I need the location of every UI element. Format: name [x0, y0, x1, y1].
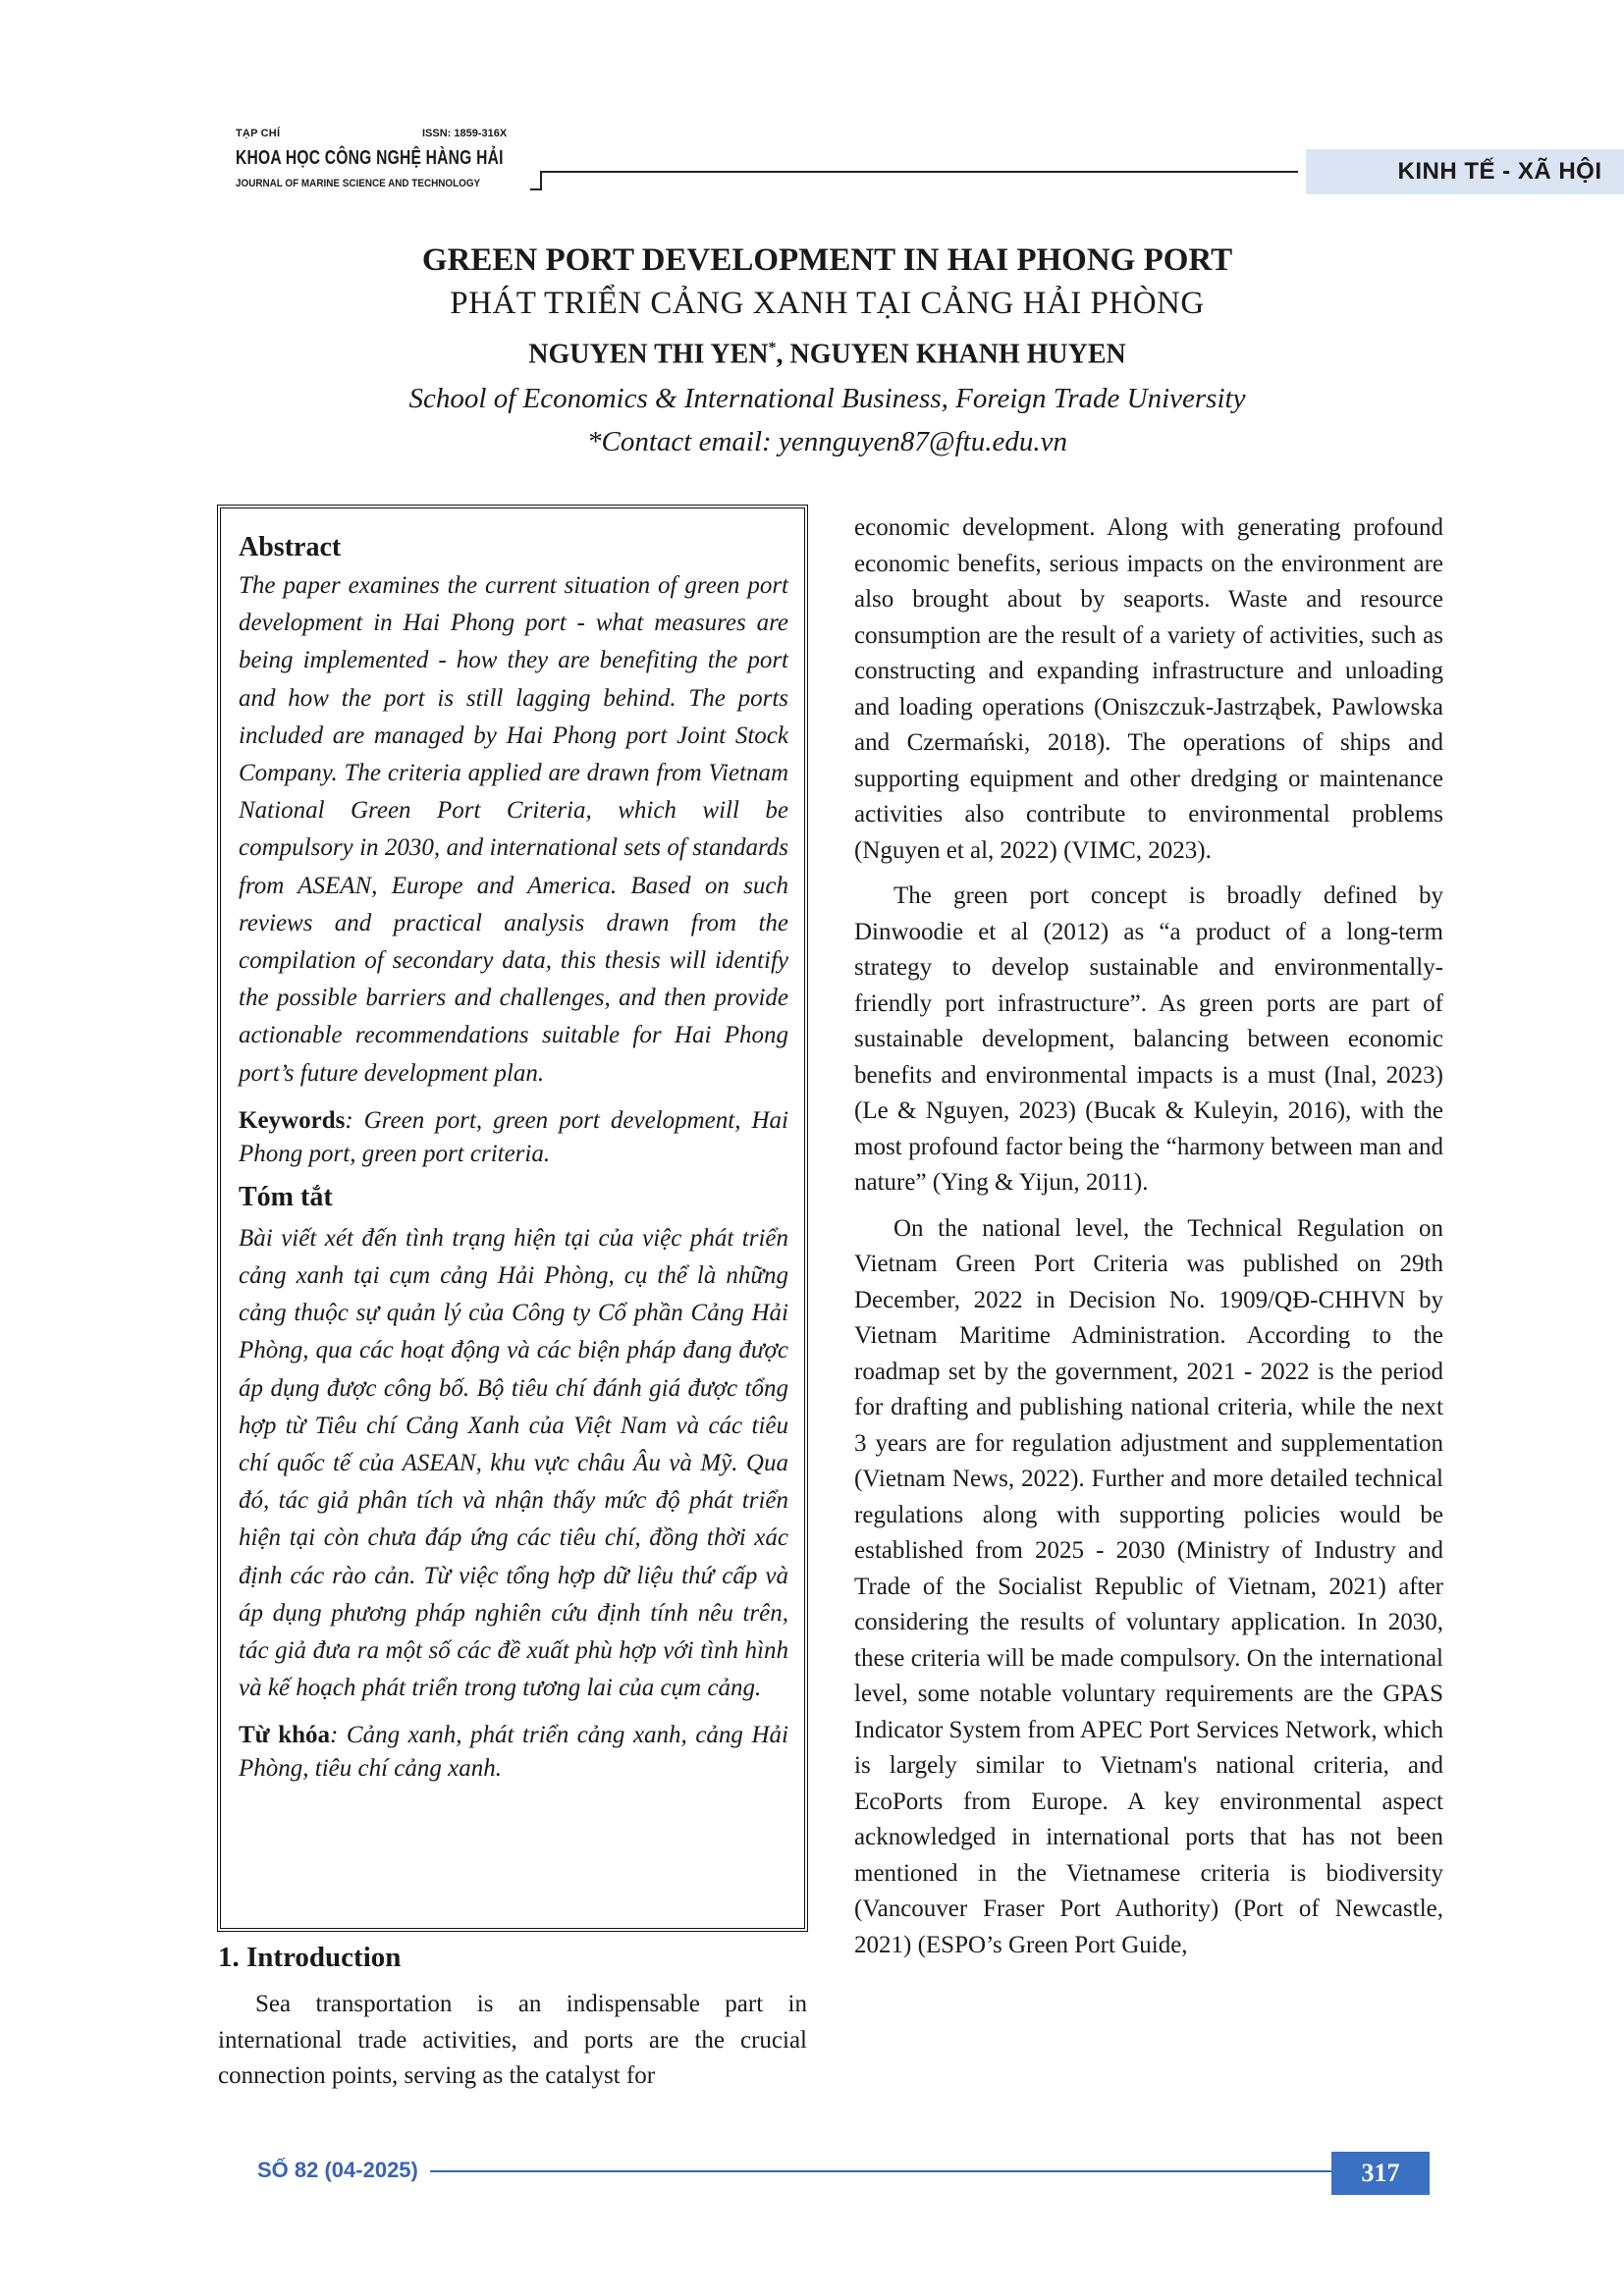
abstract-text: The paper examines the current situation of green port development in Hai Phong port - what measures are being implemented - how they are benefiting the port and how the port is still lagging behind. The ports included are managed by Hai Phong port Joint Stock Company. The criteria applied are drawn from Vietnam National Green Port Criteria, which will be compulsory in 2030, and international sets of standards from ASEAN, Europe and America. Based on such reviews and practical analysis drawn from the compilation of secondary data, this thesis will identify the possible barriers and challenges, and then provide actionable recommendations suitable for Hai Phong port’s future development plan.	[239, 572, 788, 1087]
journal-name-en: JOURNAL OF MARINE SCIENCE AND TECHNOLOGY	[236, 178, 481, 189]
header-rule	[542, 171, 1298, 173]
title-vi: PHÁT TRIỂN CẢNG XANH TẠI CẢNG HẢI PHÒNG	[450, 286, 1205, 321]
body-paragraph-3: On the national level, the Technical Regulation on Vietnam Green Port Criteria was published on 29th December, 2022 in Decision No. 1909/QĐ-CHHVN by Vietnam Maritime Administration. According to the roadmap set by the government, 2021 - 2022 is the period for drafting and publishing national criteria, while the next 3 years are for regulation adjustment and supplementation (Vietnam News, 2022). Further and more detailed technical regulations along with supporting policies would be established from 2025 - 2030 (Ministry of Industry and Trade of the Socialist Republic of Vietnam, 2021) after considering the results of voluntary application. In 2030, these criteria will be made compulsory. On the international level, some notable voluntary requirements are the GPAS Indicator System from APEC Port Services Network, which is largely similar to Vietnam's national criteria, and EcoPorts from Europe. A key environmental aspect acknowledged in international ports that has not been mentioned in the Vietnamese criteria is biodiversity (Vancouver Fraser Port Authority) (Port of Newcastle, 2021) (ESPO’s Green Port Guide,	[854, 1214, 1443, 1958]
journal-header	[236, 128, 1602, 196]
corresponding-mark: *	[768, 340, 777, 356]
title-en: GREEN PORT DEVELOPMENT IN HAI PHONG PORT	[421, 242, 1233, 278]
body-paragraph-1: economic development. Along with generating profound economic benefits, serious impacts on the environment are also brought about by seaports. Waste and resource consumption are the result of a variety of activities, such as constructing and expanding infrastructure and unloading and loading operations (Oniszczuk-Jastrząbek, Pawlowska and Czermański, 2018). The operations of ships and supporting equipment and other dredging or maintenance activities also contribute to environmental problems (Nguyen et al, 2022) (VIMC, 2023).	[854, 514, 1443, 864]
magazine-label: TẠP CHÍ	[236, 128, 281, 139]
tukhoa-text: : Cảng xanh, phát triển cảng xanh, cảng Hải Phòng, tiêu chí cảng xanh.	[239, 1722, 788, 1783]
abstract-heading: Abstract	[239, 532, 342, 562]
body-paragraph-2: The green port concept is broadly defined by Dinwoodie et al (2012) as “a product of a long-term strategy to develop sustainable and environmentally-friendly port infrastructure”. As green ports are part of sustainable development, balancing between economic benefits and environmental impacts is a must (Inal, 2023) (Le & Nguyen, 2023) (Bucak & Kuleyin, 2016), with the most profound factor being the “harmony between man and nature” (Ying & Yijun, 2011).	[854, 882, 1443, 1196]
issue-number: SỐ 82 (04-2025)	[257, 2158, 418, 2182]
author-1: NGUYEN THI YEN	[528, 339, 769, 370]
affiliation: School of Economics & International Business, Foreign Trade University	[408, 383, 1246, 415]
summary-heading: Tóm tắt	[239, 1181, 333, 1212]
summary-text: Bài viết xét đến tình trạng hiện tại của việc phát triển cảng xanh tại cụm cảng Hải Phòng, cụ thể là những cảng thuộc sự quản lý của Công ty Cổ phần Cảng Hải Phòng, qua các hoạt động và các biện pháp đang được áp dụng được công bố. Bộ tiêu chí đánh giá được tổng hợp từ Tiêu chí Cảng Xanh của Việt Nam và các tiêu chí quốc tế của ASEAN, khu vực châu Âu và Mỹ. Qua đó, tác giả phân tích và nhận thấy mức độ phát triển hiện tại còn chưa đáp ứng các tiêu chí, đồng thời xác định các rào cản. Từ việc tổng hợp dữ liệu thứ cấp và áp dụng phương pháp nghiên cứu định tính nêu trên, tác giả đưa ra một số các đề xuất phù hợp với tình hình và kế hoạch phát triển trong tương lai của cụm cảng.	[239, 1224, 788, 1702]
journal-name: KHOA HỌC CÔNG NGHỆ HÀNG HẢI	[236, 147, 504, 169]
intro-paragraph: Sea transportation is an indispensable part in international trade activities, and ports are the crucial connection points, serving as the catalyst for	[218, 1991, 807, 2089]
keywords	[239, 1104, 788, 1171]
tukhoa-label: Từ khóa	[239, 1722, 331, 1749]
abstract-box	[217, 505, 808, 1932]
footer-rule	[430, 2170, 1331, 2172]
author-2: , NGUYEN KHANH HUYEN	[776, 339, 1126, 370]
contact-email: *Contact email: yennguyen87@ftu.edu.vn	[587, 426, 1067, 458]
title-block	[236, 240, 1419, 463]
section-tag: KINH TẾ - XÃ HỘI	[1306, 149, 1624, 194]
keywords-label: Keywords	[239, 1106, 346, 1134]
intro-heading: 1. Introduction	[218, 1942, 402, 1973]
right-column	[854, 510, 1443, 1973]
tukhoa	[239, 1719, 788, 1786]
authors	[236, 326, 1419, 377]
header-bracket	[530, 171, 542, 190]
keywords-text: : Green port, green port development, Hai Phong port, green port criteria.	[239, 1106, 788, 1167]
page-number: 317	[1331, 2152, 1430, 2195]
issn: ISSN: 1859-316X	[422, 128, 508, 139]
